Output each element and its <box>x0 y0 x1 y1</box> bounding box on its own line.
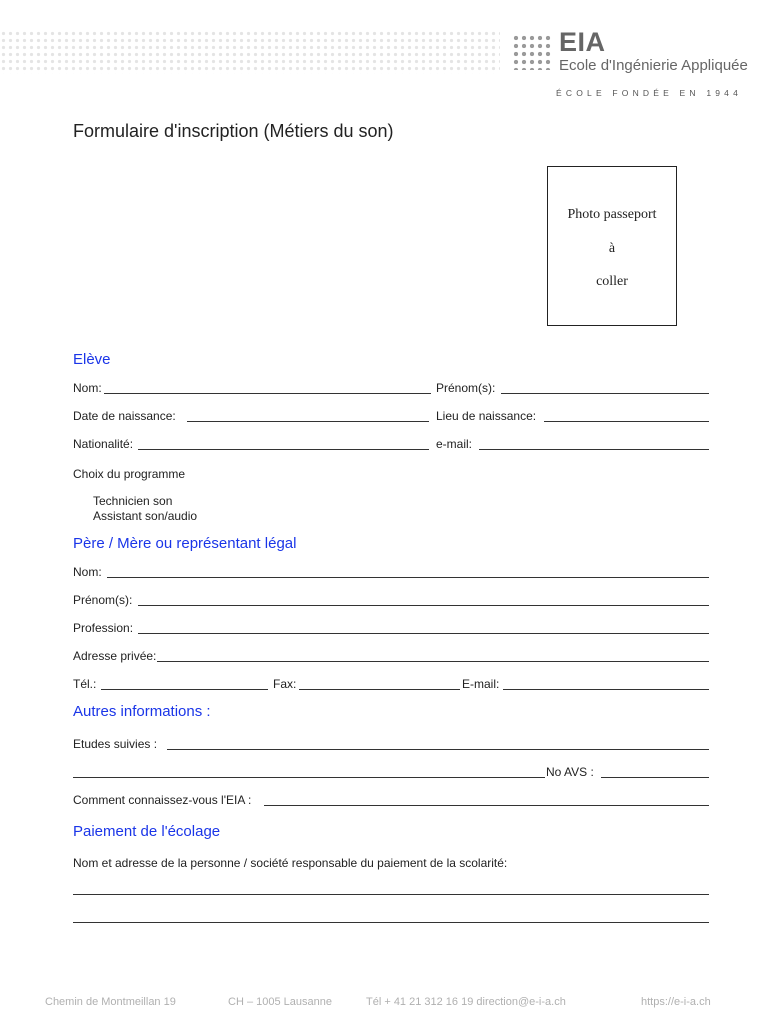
student-email-label: e-mail: <box>436 437 473 451</box>
parent-email-label: E-mail: <box>462 677 500 691</box>
parent-name-label: Nom: <box>73 565 102 579</box>
section-heading-parent: Père / Mère ou représentant légal <box>73 535 297 552</box>
avs-row <box>73 765 710 781</box>
student-birthplace-label: Lieu de naissance: <box>436 409 537 423</box>
logo-dot-grid-icon <box>512 34 552 70</box>
footer-street: Chemin de Montmeillan 19 <box>45 996 176 1008</box>
parent-tel-field[interactable] <box>101 689 268 690</box>
avs-label: No AVS : <box>546 765 594 779</box>
footer-phone-email[interactable]: Tél + 41 21 312 16 19 direction@e-i-a.ch <box>366 996 566 1008</box>
student-birth-row <box>73 409 710 425</box>
student-birthdate-label: Date de naissance: <box>73 409 176 423</box>
parent-profession-row <box>73 621 710 637</box>
section-heading-student: Elève <box>73 351 111 368</box>
how-known-row <box>73 793 710 809</box>
parent-address-field[interactable] <box>157 661 709 662</box>
parent-email-field[interactable] <box>503 689 709 690</box>
student-firstname-label: Prénom(s): <box>436 381 496 395</box>
photo-box-line3: coller <box>596 274 628 289</box>
program-label: Choix du programme <box>73 467 186 481</box>
studies-label: Etudes suivies : <box>73 737 158 751</box>
student-nationality-field[interactable] <box>138 449 429 450</box>
parent-firstname-row <box>73 593 710 609</box>
student-firstname-field[interactable] <box>501 393 709 394</box>
footer-city: CH – 1005 Lausanne <box>228 996 332 1008</box>
header-dot-pattern <box>0 30 500 74</box>
page-title: Formulaire d'inscription (Métiers du son) <box>73 121 394 141</box>
payment-responsible-field-1[interactable] <box>73 894 709 895</box>
payment-line-row-2 <box>73 910 710 926</box>
parent-fax-field[interactable] <box>299 689 460 690</box>
program-option-technician[interactable]: Technicien son <box>93 494 173 508</box>
parent-name-field[interactable] <box>107 577 709 578</box>
student-name-row <box>73 381 710 397</box>
parent-firstname-label: Prénom(s): <box>73 593 133 607</box>
footer-website-link[interactable]: https://e-i-a.ch <box>641 996 711 1008</box>
photo-box-line1: Photo passeport <box>567 207 657 222</box>
studies-field-continued[interactable] <box>73 777 545 778</box>
student-birthdate-field[interactable] <box>187 421 429 422</box>
parent-profession-label: Profession: <box>73 621 134 635</box>
logo-text: EIA <box>559 27 606 57</box>
student-birthplace-field[interactable] <box>544 421 709 422</box>
student-email-field[interactable] <box>479 449 709 450</box>
parent-contact-row <box>73 677 710 693</box>
parent-tel-label: Tél.: <box>73 677 97 691</box>
student-nationality-row <box>73 437 710 453</box>
photo-box-line2: à <box>608 241 616 256</box>
studies-row <box>73 737 710 753</box>
parent-fax-label: Fax: <box>273 677 297 691</box>
studies-field[interactable] <box>167 749 709 750</box>
photo-box <box>547 166 677 326</box>
payment-responsible-label: Nom et adresse de la personne / société responsable du paiement de la scolarité: <box>73 856 508 870</box>
parent-firstname-field[interactable] <box>138 605 709 606</box>
how-known-field[interactable] <box>264 805 709 806</box>
parent-name-row <box>73 565 710 581</box>
parent-address-row <box>73 649 710 665</box>
program-option-assistant[interactable]: Assistant son/audio <box>93 509 198 523</box>
school-name: Ecole d'Ingénierie Appliquée <box>559 57 748 74</box>
student-name-label: Nom: <box>73 381 102 395</box>
how-known-label: Comment connaissez-vous l'EIA : <box>73 793 252 807</box>
payment-responsible-field-2[interactable] <box>73 922 709 923</box>
payment-line-row-1 <box>73 882 710 898</box>
section-heading-payment: Paiement de l'écolage <box>73 823 221 840</box>
avs-field[interactable] <box>601 777 709 778</box>
student-nationality-label: Nationalité: <box>73 437 134 451</box>
founded-tagline: ÉCOLE FONDÉE EN 1944 <box>556 88 743 98</box>
parent-profession-field[interactable] <box>138 633 709 634</box>
parent-address-label: Adresse privée: <box>73 649 157 663</box>
section-heading-other: Autres informations : <box>73 703 211 720</box>
student-name-field[interactable] <box>104 393 431 394</box>
